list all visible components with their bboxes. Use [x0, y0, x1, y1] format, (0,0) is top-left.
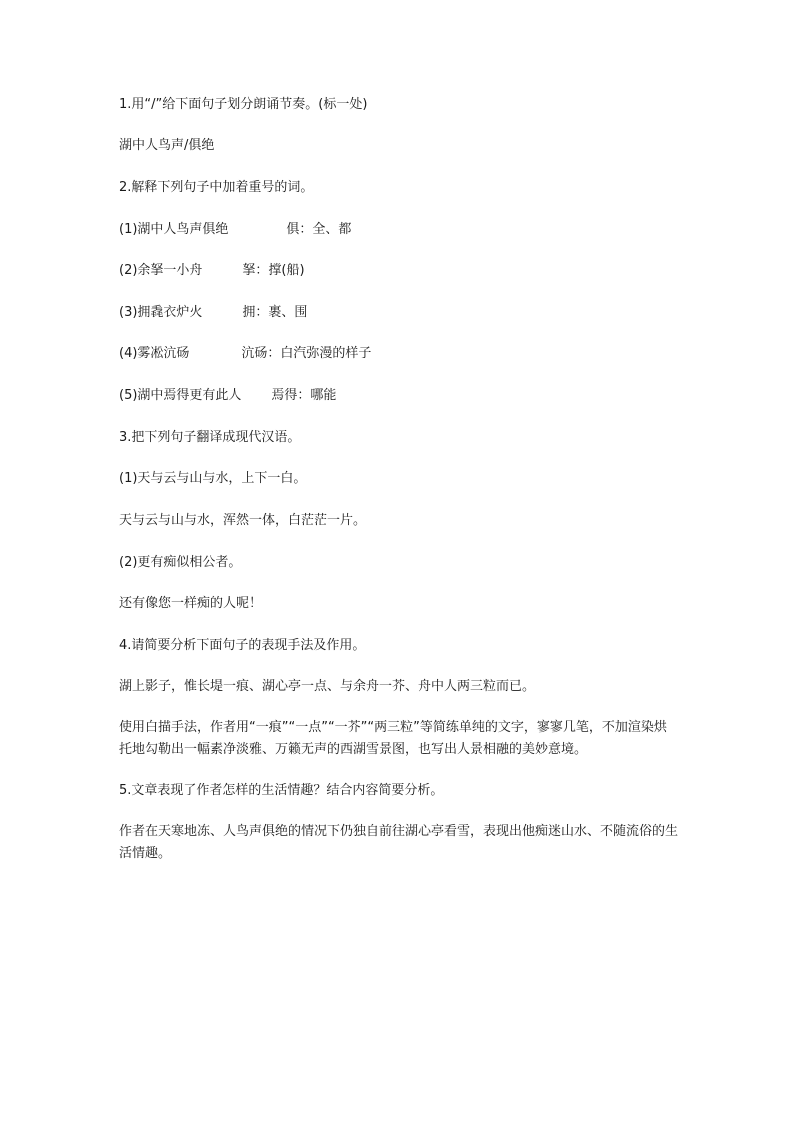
q3-item-2-translation: 还有像您一样痴的人呢！ — [119, 596, 263, 611]
q2-item-4-sentence: (4)雾凇沆砀 — [119, 346, 190, 361]
q3-item-1-translation: 天与云与山与水，浑然一体，白茫茫一片。 — [119, 513, 367, 528]
q2-item-4-explanation: 沆砀：白汽弥漫的样子 — [241, 346, 372, 361]
question-5: 5.文章表现了作者怎样的生活情趣？结合内容简要分析。 — [119, 783, 444, 798]
q2-item-4 — [119, 347, 371, 360]
q5-answer: 作者在天寒地冻、人鸟声俱绝的情况下仍独自前往湖心亭看雪，表现出他痴迷山水、不随流俗的生活情趣。 — [119, 824, 679, 861]
q2-item-2-explanation: 拏：撑(船) — [242, 263, 305, 278]
q3-item-2-sentence: (2)更有痴似相公者。 — [119, 555, 242, 570]
q2-item-1-explanation: 俱：全、都 — [286, 222, 352, 237]
question-2: 2.解释下列句子中加着重号的词。 — [119, 180, 314, 195]
question-4: 4.请简要分析下面句子的表现手法及作用。 — [119, 638, 366, 653]
q2-item-3-sentence: (3)拥毳衣炉火 — [119, 305, 203, 320]
q2-item-1-sentence: (1)湖中人鸟声俱绝 — [119, 222, 229, 237]
question-3: 3.把下列句子翻译成现代汉语。 — [119, 430, 301, 445]
q2-item-5-sentence: (5)湖中焉得更有此人 — [119, 388, 242, 403]
q4-sentence: 湖上影子，惟长堤一痕、湖心亭一点、与余舟一芥、舟中人两三粒而已。 — [119, 679, 536, 694]
answer-1: 湖中人鸟声/俱绝 — [119, 138, 215, 153]
q2-item-2 — [119, 264, 305, 277]
q4-answer: 使用白描手法，作者用“一痕”“一点”“一芥”“两三粒”等简练单纯的文字，寥寥几笔，不加渲染烘托地勾勒出一幅素净淡雅、万籁无声的西湖雪景图，也写出人景相融的美妙意境。 — [119, 720, 667, 757]
q2-item-2-sentence: (2)余拏一小舟 — [119, 263, 203, 278]
question-1: 1.用“/”给下面句子划分朗诵节奏。(标一处) — [119, 97, 368, 112]
q2-item-5 — [119, 389, 336, 402]
q2-item-5-explanation: 焉得：哪能 — [271, 388, 337, 403]
q2-item-1 — [119, 223, 351, 236]
q2-item-3 — [119, 306, 307, 319]
q2-item-3-explanation: 拥：裹、围 — [242, 305, 308, 320]
q3-item-1-sentence: (1)天与云与山与水，上下一白。 — [119, 471, 307, 486]
